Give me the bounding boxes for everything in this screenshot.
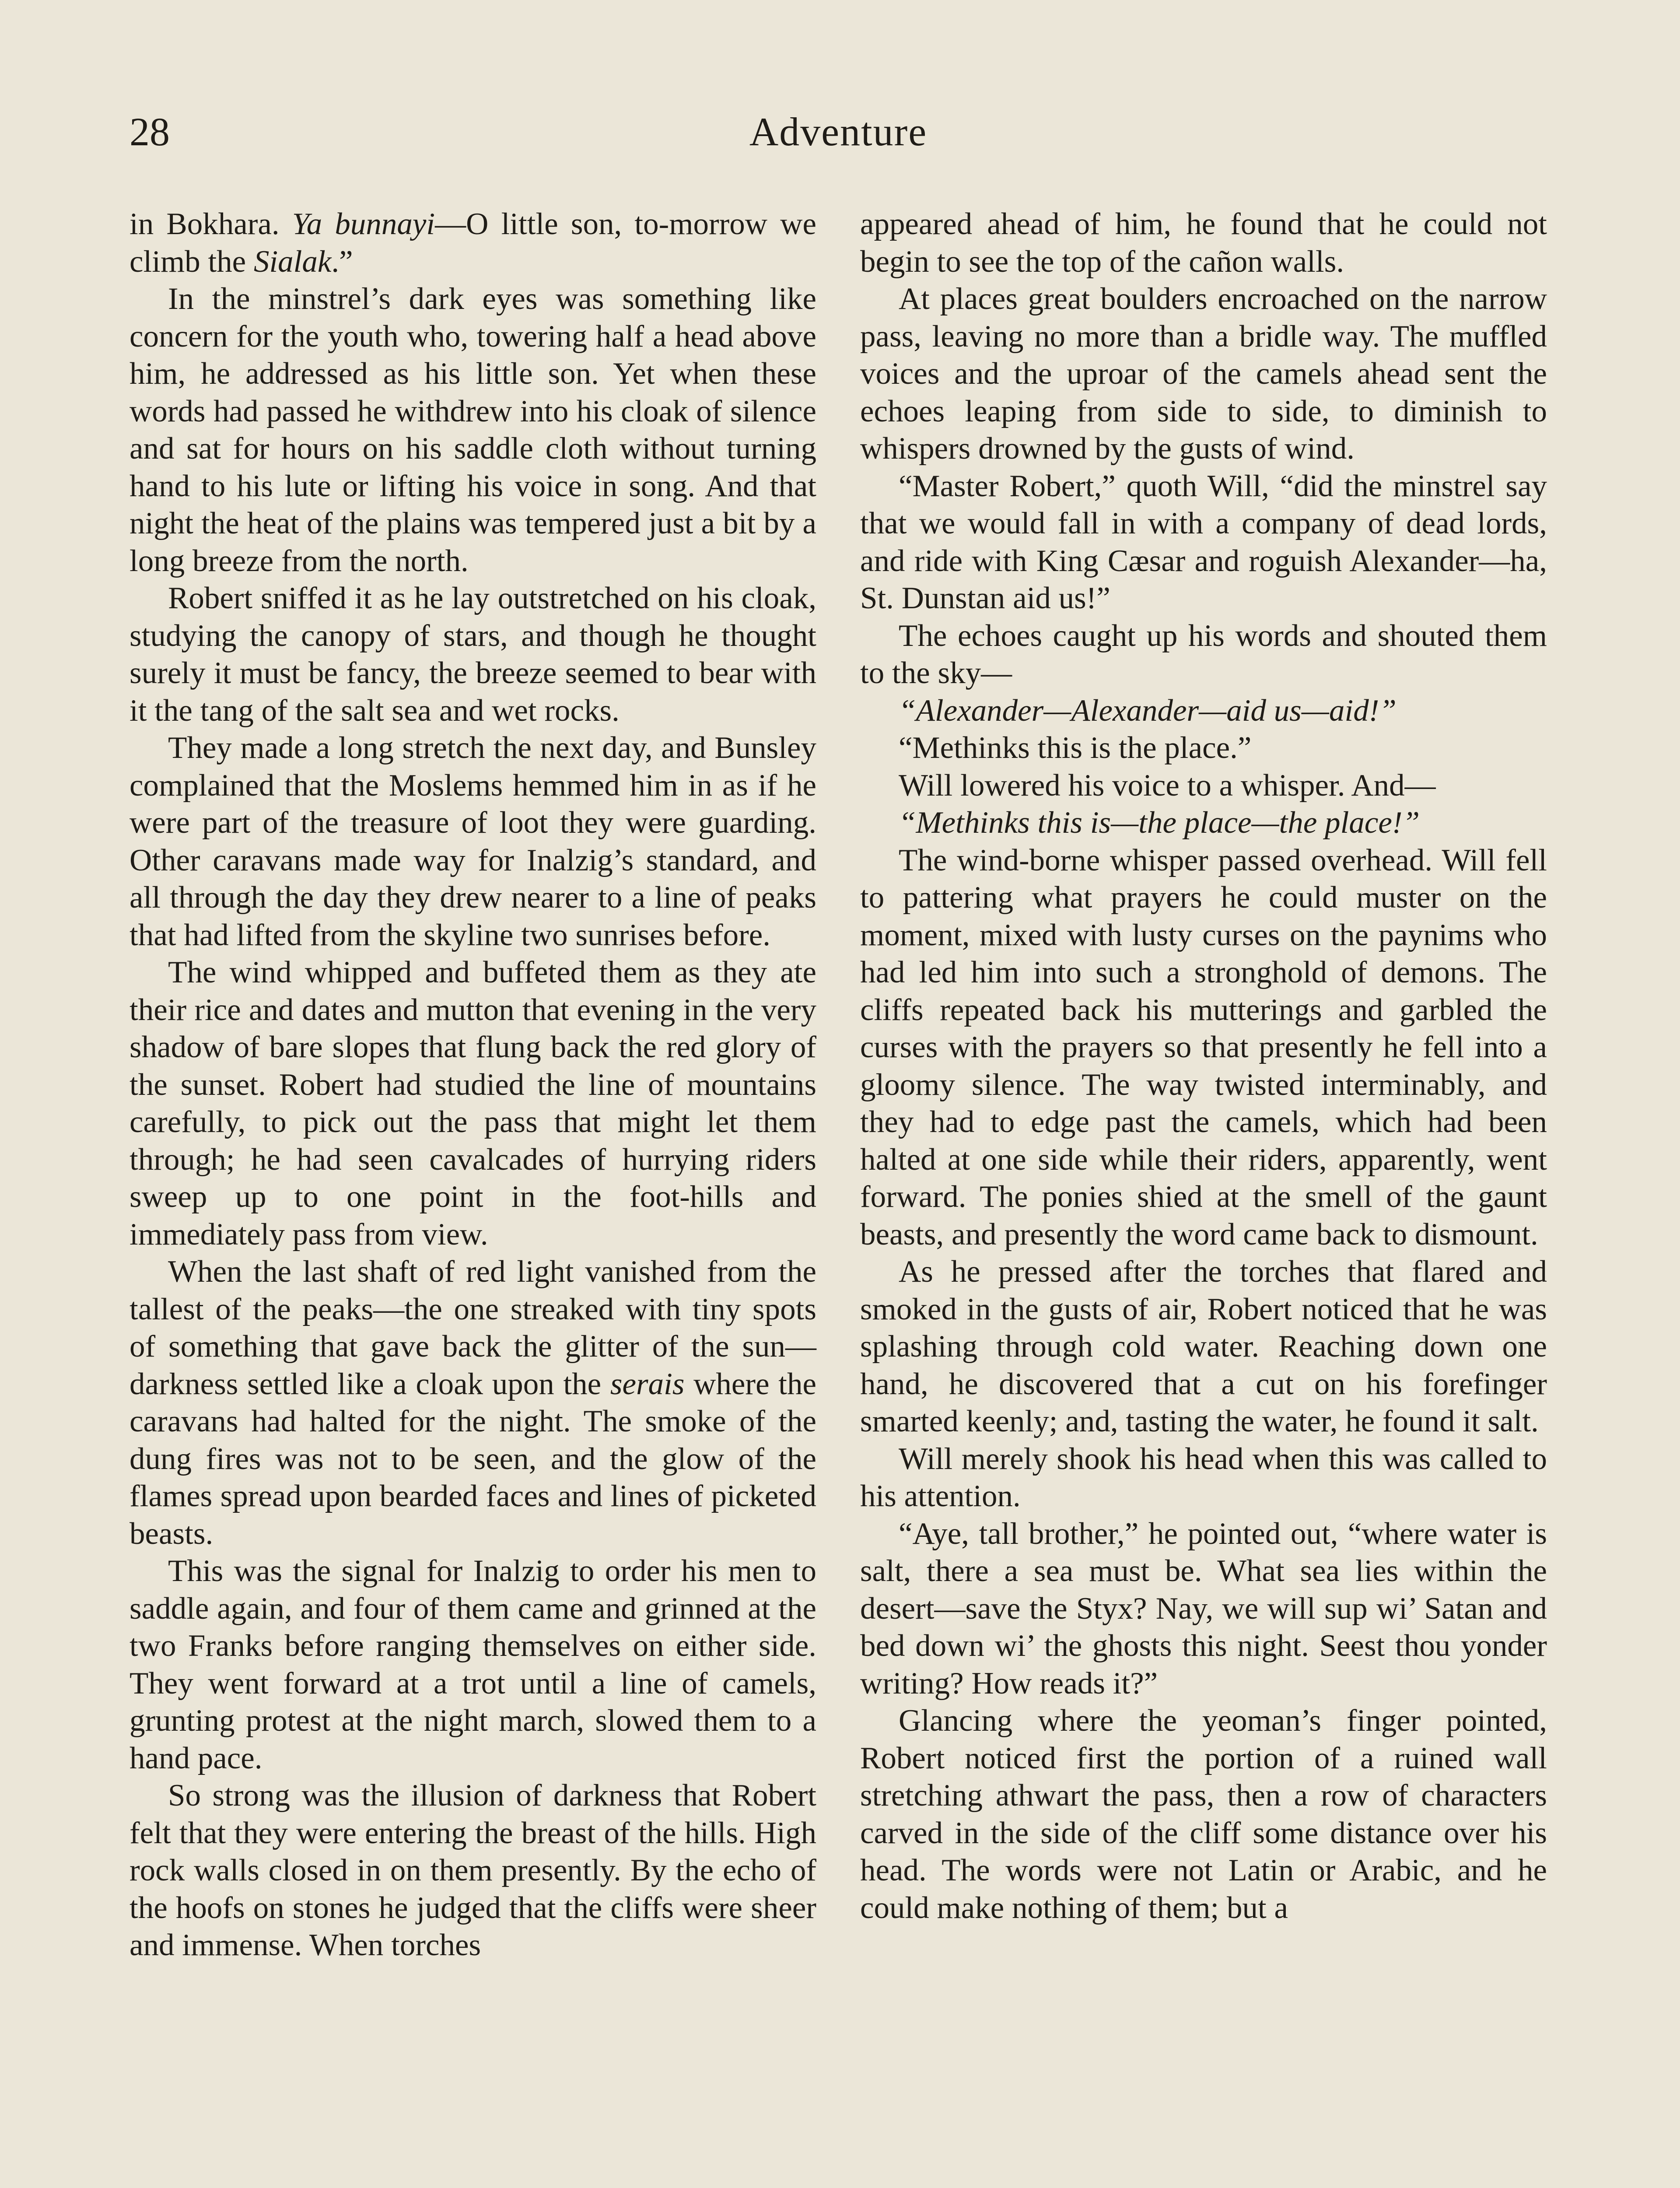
paragraph bbox=[860, 1441, 1547, 1515]
paragraph bbox=[860, 767, 1547, 805]
paragraph bbox=[130, 580, 816, 729]
text-run: The echoes caught up his words and shouted them to the sky— bbox=[860, 618, 1547, 690]
paragraph bbox=[130, 206, 816, 281]
text-columns bbox=[130, 206, 1547, 2188]
text-run: where the caravans had halted for the night. The smoke of the dung fires was not to be seen, and the glow of the flames spread upon bearded faces and lines of picketed beasts. bbox=[130, 1367, 816, 1551]
paragraph bbox=[860, 1253, 1547, 1441]
paragraph bbox=[130, 954, 816, 1253]
text-run: “Aye, tall brother,” he pointed out, “where water is salt, there a sea must be. What sea lies within the desert—save the Styx? Nay, we will sup wi’ Satan and bed down wi’ the ghosts this night. Seest thou yonder writing? How reads it?” bbox=[860, 1516, 1547, 1701]
italic-text: Ya bunnayi bbox=[292, 207, 435, 241]
paragraph bbox=[860, 281, 1547, 468]
paragraph bbox=[860, 804, 1547, 842]
text-run: The wind whipped and buffeted them as they ate their rice and dates and mutton that evening in the very shadow of bare slopes that flung back the red glory of the sunset. Robert had studied the line of mountains carefully, to pick out the pass that might let them through; he had seen cavalcades of hurrying riders sweep up to one point in the foot-hills and immediately pass from view. bbox=[130, 955, 816, 1252]
paragraph bbox=[860, 206, 1547, 281]
paragraph bbox=[860, 1702, 1547, 1927]
page-header bbox=[130, 103, 1547, 160]
italic-text: Sialak bbox=[253, 244, 332, 279]
paragraph bbox=[130, 1777, 816, 1964]
left-column bbox=[130, 206, 816, 2188]
paragraph bbox=[860, 842, 1547, 1254]
text-run: They made a long stretch the next day, and Bunsley complained that the Moslems hemmed him in as if he were part of the treasure of loot they were guarding. Other caravans made way for Inalzig’s standard, and all through the day they drew nearer to a line of peaks that had lifted from the skyline two sunrises before. bbox=[130, 731, 816, 952]
text-run: appeared ahead of him, he found that he could not begin to see the top of the cañon walls. bbox=[860, 207, 1547, 279]
text-run: The wind-borne whisper passed overhead. Will fell to pattering what prayers he could muster on the moment, mixed with lusty curses on the paynims who had led him into such a stronghold of demons. The cliffs repeated back his mutterings and garbled the curses with the prayers so that presently he fell into a gloomy silence. The way twisted interminably, and they had to edge past the camels, which had been halted at one side while their riders, apparently, went forward. The ponies shied at the smell of the gaunt beasts, and presently the word came back to dismount. bbox=[860, 843, 1547, 1252]
running-title: Adventure bbox=[749, 109, 928, 154]
paragraph bbox=[130, 1553, 816, 1777]
text-run: Glancing where the yeoman’s finger pointed, Robert noticed first the portion of a ruined wall stretching athwart the pass, then a row of characters carved in the side of the cliff some distance over his head. The words were not Latin or Arabic, and he could make nothing of them; but a bbox=[860, 1704, 1547, 1925]
text-run: “Methinks this is the place.” bbox=[899, 731, 1252, 765]
paragraph bbox=[860, 729, 1547, 767]
right-column bbox=[860, 206, 1547, 2188]
paragraph bbox=[860, 617, 1547, 692]
text-run: Will lowered his voice to a whisper. And— bbox=[899, 768, 1436, 803]
paragraph bbox=[860, 1515, 1547, 1703]
text-run: .” bbox=[331, 244, 353, 279]
paragraph bbox=[860, 468, 1547, 617]
text-run: As he pressed after the torches that flared and smoked in the gusts of air, Robert noticed that he was splashing through cold water. Reaching down one hand, he discovered that a cut on his forefinger smarted keenly; and, tasting the water, he found it salt. bbox=[860, 1255, 1547, 1438]
text-run: Robert sniffed it as he lay outstretched on his cloak, studying the canopy of stars, and though he thought surely it must be fancy, the breeze seemed to bear with it the tang of the salt sea and wet rocks. bbox=[130, 581, 816, 728]
paragraph bbox=[130, 281, 816, 580]
text-run: Will merely shook his head when this was called to his attention. bbox=[860, 1441, 1547, 1513]
text-run: in Bokhara. bbox=[130, 207, 292, 241]
text-run: At places great boulders encroached on the narrow pass, leaving no more than a bridle way. The muffled voices and the uproar of the camels ahead sent the echoes leaping from side to side, to diminish to whispers drowned by the gusts of wind. bbox=[860, 282, 1547, 466]
text-run: In the minstrel’s dark eyes was something like concern for the youth who, towering half a head above him, he addressed as his little son. Yet when these words had passed he withdrew into his cloak of silence and sat for hours on his saddle cloth without turning hand to his lute or lifting his voice in song. And that night the heat of the plains was tempered just a bit by a long breeze from the north. bbox=[130, 282, 816, 578]
text-run: “Master Robert,” quoth Will, “did the minstrel say that we would fall in with a company of dead lords, and ride with King Cæsar and roguish Alexander—ha, St. Dunstan aid us!” bbox=[860, 469, 1547, 615]
italic-text: serais bbox=[610, 1367, 685, 1401]
italic-text: “Methinks this is—the place—the place!” bbox=[899, 806, 1420, 840]
text-run: —O little son, to-morrow we climb the bbox=[130, 207, 816, 279]
text-run: When the last shaft of red light vanished from the tallest of the peaks—the one streaked with tiny spots of something that gave back the glitter of the sun—darkness settled like a cloak upon the bbox=[130, 1255, 816, 1401]
text-run: So strong was the illusion of darkness that Robert felt that they were entering the breast of the hills. High rock walls closed in on them presently. By the echo of the hoofs on stones he judged that the cliffs were sheer and immense. When torches bbox=[130, 1778, 816, 1962]
paragraph bbox=[860, 692, 1547, 730]
text-run: This was the signal for Inalzig to order his men to saddle again, and four of them came and grinned at the two Franks before ranging themselves on either side. They went forward at a trot until a line of camels, grunting protest at the night march, slowed them to a hand pace. bbox=[130, 1554, 816, 1775]
page-number: 28 bbox=[130, 109, 170, 154]
paragraph bbox=[130, 729, 816, 954]
italic-text: “Alexander—Alexander—aid us—aid!” bbox=[899, 693, 1396, 728]
paragraph bbox=[130, 1253, 816, 1553]
